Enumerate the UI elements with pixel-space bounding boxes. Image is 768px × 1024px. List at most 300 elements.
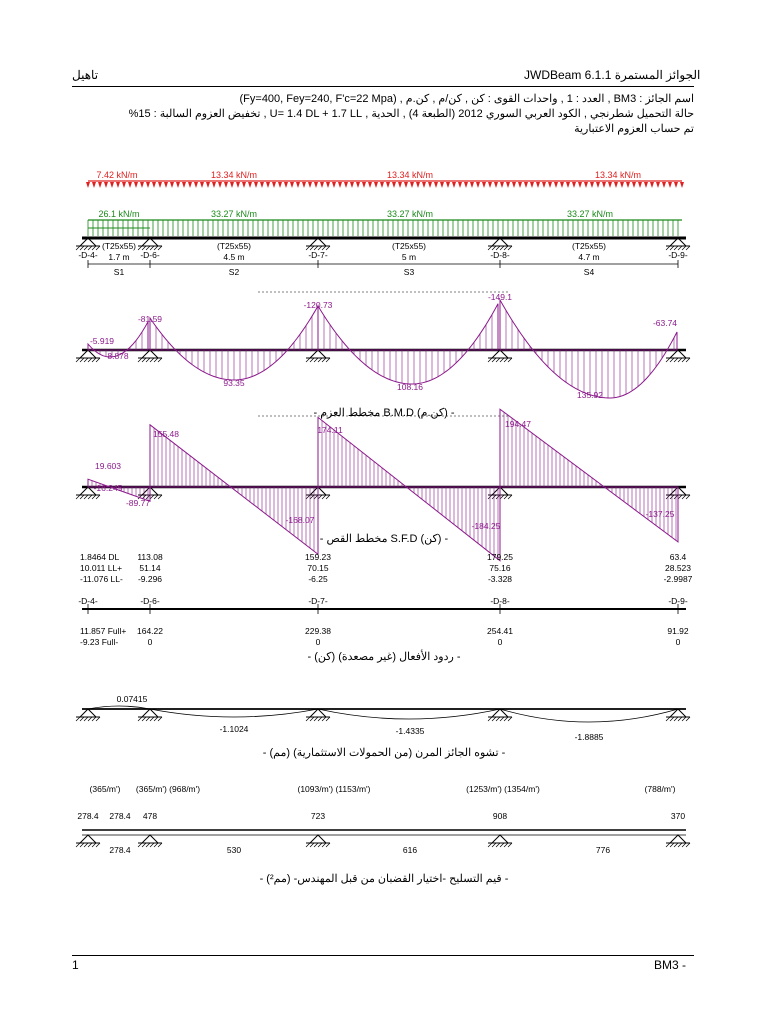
live-load-arrow xyxy=(134,182,138,188)
live-load-arrow xyxy=(110,182,114,188)
section-label: (T25x55) xyxy=(571,241,607,251)
deflection-curve xyxy=(318,709,500,719)
reaction-bottom-value: 229.38 xyxy=(305,626,331,636)
live-load-arrow xyxy=(614,182,618,188)
live-load-arrow xyxy=(656,182,660,188)
live-load-arrow xyxy=(548,182,552,188)
support-hatch xyxy=(492,843,496,847)
reaction-top-value: 113.08 xyxy=(137,552,163,562)
sfd-value: -184.25 xyxy=(471,521,501,531)
live-load-arrow xyxy=(236,182,240,188)
support-hatch xyxy=(138,717,142,721)
support-hatch xyxy=(138,843,142,847)
support-hatch xyxy=(96,717,100,721)
reaction-support-label: -D-9- xyxy=(668,596,688,606)
support-hatch xyxy=(306,495,310,499)
live-load-arrow xyxy=(164,182,168,188)
bmd-value: -5.919 xyxy=(89,336,115,346)
support-icon xyxy=(670,835,686,843)
support-hatch xyxy=(488,843,492,847)
section-label: (T25x55) xyxy=(101,241,137,251)
reaction-top-value: 159.23 xyxy=(305,552,331,562)
live-load-label: 13.34 kN/m xyxy=(594,170,642,180)
live-load-arrow xyxy=(176,182,180,188)
live-load-arrow xyxy=(536,182,540,188)
span-label: S3 xyxy=(403,267,415,277)
support-hatch xyxy=(686,843,690,847)
support-hatch xyxy=(76,358,80,362)
live-load-arrow xyxy=(86,182,90,188)
span-label: S2 xyxy=(228,267,240,277)
bmd-value: 8.878 xyxy=(107,351,129,361)
support-hatch xyxy=(326,843,330,847)
support-hatch xyxy=(318,358,322,362)
live-load-arrow xyxy=(476,182,480,188)
length-label: 4.7 m xyxy=(578,252,600,262)
live-load-arrow xyxy=(266,182,270,188)
support-hatch xyxy=(314,495,318,499)
info-line-3: تم حساب العزوم الاعتبارية xyxy=(574,123,694,135)
sfd-value: -168.07 xyxy=(285,515,315,525)
reinforcement-bottom-value: 616 xyxy=(402,845,418,855)
live-load-arrow xyxy=(392,182,396,188)
deflection-value: 0.07415 xyxy=(116,694,148,704)
support-hatch xyxy=(318,843,322,847)
support-hatch xyxy=(138,358,142,362)
support-label: -D-6- xyxy=(140,250,160,260)
support-hatch xyxy=(496,717,500,721)
support-hatch xyxy=(492,717,496,721)
reaction-bottom-value: 164.22 xyxy=(137,626,163,636)
live-load-arrow xyxy=(434,182,438,188)
live-load-arrow xyxy=(512,182,516,188)
live-load-arrow xyxy=(608,182,612,188)
support-hatch xyxy=(322,495,326,499)
support-hatch xyxy=(146,358,150,362)
support-hatch xyxy=(322,843,326,847)
live-load-arrow xyxy=(206,182,210,188)
live-load-arrow xyxy=(644,182,648,188)
deflection-value: -1.1024 xyxy=(219,724,249,734)
length-label: 4.5 m xyxy=(223,252,245,262)
support-hatch xyxy=(500,358,504,362)
support-hatch xyxy=(150,843,154,847)
live-load-arrow xyxy=(572,182,576,188)
support-hatch xyxy=(146,717,150,721)
support-hatch xyxy=(76,495,80,499)
live-load-arrow xyxy=(170,182,174,188)
support-hatch xyxy=(150,358,154,362)
support-hatch xyxy=(80,717,84,721)
reinforcement-bottom-value: 776 xyxy=(595,845,611,855)
reinforcement-required: (1253/m') (1354/m') xyxy=(466,784,540,794)
support-hatch xyxy=(154,358,158,362)
live-load-arrow xyxy=(254,182,258,188)
program-title: JWDBeam 6.1.1 الجوائز المستمرة xyxy=(524,68,701,82)
live-load-arrow xyxy=(518,182,522,188)
live-load-arrow xyxy=(566,182,570,188)
span-label: S1 xyxy=(113,267,125,277)
live-load-arrow xyxy=(278,182,282,188)
support-hatch xyxy=(92,358,96,362)
deflection-curve xyxy=(150,709,318,717)
bmd-caption: - مخطط العزم B.M.D (كن.م) - xyxy=(313,407,455,419)
support-hatch xyxy=(504,843,508,847)
support-hatch xyxy=(92,843,96,847)
support-hatch xyxy=(508,358,512,362)
support-icon xyxy=(310,835,326,843)
support-hatch xyxy=(322,717,326,721)
live-load-arrow xyxy=(320,182,324,188)
support-hatch xyxy=(504,495,508,499)
live-load-arrow xyxy=(218,182,222,188)
support-hatch xyxy=(500,717,504,721)
support-hatch xyxy=(496,843,500,847)
live-load-arrow xyxy=(350,182,354,188)
support-hatch xyxy=(326,717,330,721)
bmd-value: -63.74 xyxy=(652,318,678,328)
live-load-arrow xyxy=(242,182,246,188)
live-load-arrow xyxy=(332,182,336,188)
live-load-arrow xyxy=(200,182,204,188)
live-load-label: 13.34 kN/m xyxy=(386,170,434,180)
reinforcement-top-value: 908 xyxy=(492,811,508,821)
live-load-arrow xyxy=(440,182,444,188)
deflection-caption: - تشوه الجائز المرن (من الحمولات الاستثمارية) (مم) - xyxy=(262,747,506,759)
reaction-support-label: -D-7- xyxy=(308,596,328,606)
reaction-top-value: 75.16 xyxy=(489,563,511,573)
support-hatch xyxy=(88,358,92,362)
live-load-arrow xyxy=(506,182,510,188)
sfd-value: 19.603 xyxy=(95,461,121,471)
dead-load-label: 33.27 kN/m xyxy=(566,209,614,219)
live-load-arrow xyxy=(194,182,198,188)
support-hatch xyxy=(310,717,314,721)
reaction-bottom-value: 11.857 Full+ xyxy=(80,626,127,636)
reaction-bottom-value: 0 xyxy=(675,637,681,647)
bmd-value: 93.35 xyxy=(223,378,245,388)
live-load-arrow xyxy=(128,182,132,188)
sfd-caption: - مخطط القص S.F.D (كن) - xyxy=(319,533,449,545)
support-hatch xyxy=(158,358,162,362)
dead-load-label: 26.1 kN/m xyxy=(98,209,140,219)
support-hatch xyxy=(142,717,146,721)
support-hatch xyxy=(158,717,162,721)
support-hatch xyxy=(88,843,92,847)
support-hatch xyxy=(306,843,310,847)
support-hatch xyxy=(314,843,318,847)
reaction-support-label: -D-8- xyxy=(490,596,510,606)
support-label: -D-4- xyxy=(78,250,98,260)
support-label: -D-9- xyxy=(668,250,688,260)
live-load-arrow xyxy=(584,182,588,188)
support-hatch xyxy=(674,717,678,721)
reinforcement-required: (365/m') (968/m') xyxy=(135,784,201,794)
reinforcement-top-value: 370 xyxy=(670,811,686,821)
live-load-arrow xyxy=(122,182,126,188)
live-load-arrow xyxy=(422,182,426,188)
support-hatch xyxy=(310,358,314,362)
live-load-label: 7.42 kN/m xyxy=(96,170,138,180)
live-load-arrow xyxy=(650,182,654,188)
support-hatch xyxy=(488,358,492,362)
support-hatch xyxy=(88,495,92,499)
support-hatch xyxy=(142,358,146,362)
reaction-top-value: 10.011 LL+ xyxy=(80,563,123,573)
support-hatch xyxy=(96,495,100,499)
live-load-arrow xyxy=(116,182,120,188)
support-icon xyxy=(142,835,158,843)
support-hatch xyxy=(326,495,330,499)
deflection-value: -1.8885 xyxy=(574,732,604,742)
live-load-arrow xyxy=(344,182,348,188)
bmd-value: -120.73 xyxy=(303,300,333,310)
live-load-arrow xyxy=(560,182,564,188)
section-label: (T25x55) xyxy=(391,241,427,251)
live-load-arrow xyxy=(98,182,102,188)
live-load-arrow xyxy=(602,182,606,188)
reinforcement-top-value: 723 xyxy=(310,811,326,821)
live-load-arrow xyxy=(272,182,276,188)
info-line-2: حالة التحميل شطرنجي , الكود العربي السوري 2012 (الطبعة 4) , الحدية , U= 1.4 DL + 1.7 LL , تخفيض العزوم السالبة : 15% xyxy=(128,108,694,120)
live-load-arrow xyxy=(302,182,306,188)
live-load-arrow xyxy=(620,182,624,188)
live-load-arrow xyxy=(458,182,462,188)
live-load-arrow xyxy=(224,182,228,188)
reinforcement-required: (788/m') xyxy=(644,784,676,794)
live-load-arrow xyxy=(182,182,186,188)
support-hatch xyxy=(146,843,150,847)
deflection-value: -1.4335 xyxy=(395,726,425,736)
support-hatch xyxy=(314,358,318,362)
support-hatch xyxy=(682,717,686,721)
reinforcement-required: (365/m') xyxy=(89,784,121,794)
support-hatch xyxy=(670,358,674,362)
section-label: (T25x55) xyxy=(216,241,252,251)
support-hatch xyxy=(158,495,162,499)
reinforcement-top-value: 478 xyxy=(142,811,158,821)
reaction-top-value: 70.15 xyxy=(307,563,329,573)
support-hatch xyxy=(150,495,154,499)
reaction-top-value: 51.14 xyxy=(139,563,161,573)
live-load-arrow xyxy=(404,182,408,188)
live-load-arrow xyxy=(410,182,414,188)
live-load-arrow xyxy=(578,182,582,188)
support-hatch xyxy=(84,717,88,721)
live-load-arrow xyxy=(140,182,144,188)
support-hatch xyxy=(80,358,84,362)
live-load-arrow xyxy=(152,182,156,188)
sfd-value: 194.47 xyxy=(505,419,531,429)
support-label: -D-7- xyxy=(308,250,328,260)
support-hatch xyxy=(96,358,100,362)
footer-beam: BM3 - xyxy=(654,958,687,972)
support-hatch xyxy=(504,358,508,362)
live-load-arrow xyxy=(596,182,600,188)
support-hatch xyxy=(88,717,92,721)
support-icon xyxy=(492,835,508,843)
live-load-arrow xyxy=(368,182,372,188)
support-hatch xyxy=(496,358,500,362)
reaction-bottom-value: 0 xyxy=(315,637,321,647)
live-load-arrow xyxy=(296,182,300,188)
sfd-value: 155.48 xyxy=(153,429,179,439)
support-hatch xyxy=(500,495,504,499)
live-load-arrow xyxy=(524,182,528,188)
live-load-arrow xyxy=(680,182,684,188)
support-hatch xyxy=(76,843,80,847)
live-load-arrow xyxy=(668,182,672,188)
reaction-top-value: 63.4 xyxy=(669,552,687,562)
live-load-arrow xyxy=(212,182,216,188)
support-hatch xyxy=(310,495,314,499)
support-hatch xyxy=(96,843,100,847)
reaction-support-label: -D-4- xyxy=(78,596,98,606)
bmd-value: -81.59 xyxy=(137,314,163,324)
live-load-arrow xyxy=(92,182,96,188)
support-hatch xyxy=(314,717,318,721)
length-label: 1.7 m xyxy=(108,252,130,262)
support-hatch xyxy=(154,843,158,847)
live-load-arrow xyxy=(470,182,474,188)
info-line-1: اسم الجائز : BM3 , العدد : 1 , واحدات القوى : كن , كن/م , كن.م , (Fy=400, Fey=240, F'c=22 Mpa) xyxy=(239,93,694,105)
deflection-curve xyxy=(500,709,678,722)
length-label: 5 m xyxy=(401,252,417,262)
support-hatch xyxy=(84,843,88,847)
support-hatch xyxy=(682,843,686,847)
support-hatch xyxy=(682,358,686,362)
live-load-arrow xyxy=(500,182,504,188)
live-load-arrow xyxy=(146,182,150,188)
live-load-arrow xyxy=(362,182,366,188)
support-hatch xyxy=(686,717,690,721)
live-load-arrow xyxy=(326,182,330,188)
support-hatch xyxy=(678,495,682,499)
live-load-arrow xyxy=(554,182,558,188)
live-load-arrow xyxy=(638,182,642,188)
reactions-caption: - ردود الأفعال (غير مصعدة) (كن) - xyxy=(307,651,461,663)
live-load-arrow xyxy=(230,182,234,188)
support-hatch xyxy=(504,717,508,721)
live-load-arrow xyxy=(260,182,264,188)
live-load-arrow xyxy=(662,182,666,188)
support-hatch xyxy=(318,717,322,721)
live-load-arrow xyxy=(308,182,312,188)
reaction-top-value: 28.523 xyxy=(665,563,691,573)
support-hatch xyxy=(678,843,682,847)
live-load-arrow xyxy=(188,182,192,188)
reaction-top-value: -3.328 xyxy=(487,574,513,584)
live-load-arrow xyxy=(488,182,492,188)
reinforcement-top-value: 278.4 xyxy=(77,811,99,821)
support-hatch xyxy=(508,495,512,499)
support-hatch xyxy=(686,358,690,362)
support-hatch xyxy=(158,843,162,847)
live-load-label: 13.34 kN/m xyxy=(210,170,258,180)
reinforcement-top-value: 278.4 xyxy=(109,811,131,821)
reaction-top-value: -11.076 LL- xyxy=(80,574,123,584)
support-hatch xyxy=(84,358,88,362)
live-load-arrow xyxy=(446,182,450,188)
reinforcement-bottom-value: 278.4 xyxy=(109,845,131,855)
live-load-arrow xyxy=(530,182,534,188)
live-load-arrow xyxy=(632,182,636,188)
support-hatch xyxy=(326,358,330,362)
support-hatch xyxy=(80,495,84,499)
footer-rule xyxy=(72,955,694,956)
support-hatch xyxy=(678,358,682,362)
live-load-arrow xyxy=(158,182,162,188)
live-load-arrow xyxy=(380,182,384,188)
support-hatch xyxy=(322,358,326,362)
live-load-arrow xyxy=(104,182,108,188)
live-load-arrow xyxy=(674,182,678,188)
reaction-top-value: -6.25 xyxy=(308,574,328,584)
live-load-arrow xyxy=(416,182,420,188)
live-load-arrow xyxy=(248,182,252,188)
dead-load-label: 33.27 kN/m xyxy=(210,209,258,219)
bmd-value: 108.16 xyxy=(397,382,423,392)
reaction-top-value: -2.9987 xyxy=(663,574,693,584)
header-right-label: تاهيل xyxy=(72,68,99,82)
sfd-value: -137.25 xyxy=(645,509,675,519)
live-load-arrow xyxy=(626,182,630,188)
sfd-value: -16.245 xyxy=(93,483,123,493)
support-hatch xyxy=(318,495,322,499)
support-hatch xyxy=(670,843,674,847)
support-hatch xyxy=(92,495,96,499)
support-hatch xyxy=(310,843,314,847)
support-hatch xyxy=(666,358,670,362)
support-icon xyxy=(80,709,96,717)
support-hatch xyxy=(488,717,492,721)
support-hatch xyxy=(306,358,310,362)
live-load-arrow xyxy=(494,182,498,188)
live-load-arrow xyxy=(464,182,468,188)
support-hatch xyxy=(666,717,670,721)
live-load-arrow xyxy=(338,182,342,188)
support-icon xyxy=(80,835,96,843)
support-hatch xyxy=(306,717,310,721)
sfd-span xyxy=(500,409,678,542)
live-load-arrow xyxy=(284,182,288,188)
live-load-arrow xyxy=(428,182,432,188)
support-hatch xyxy=(92,717,96,721)
live-load-arrow xyxy=(482,182,486,188)
support-hatch xyxy=(686,495,690,499)
live-load-arrow xyxy=(356,182,360,188)
support-hatch xyxy=(674,843,678,847)
reaction-bottom-value: 0 xyxy=(497,637,503,647)
reaction-top-value: 179.25 xyxy=(487,552,513,562)
reaction-top-value: 1.8464 DL xyxy=(80,552,120,562)
bmd-value: 135.92 xyxy=(577,390,603,400)
reinforcement-bottom-value: 530 xyxy=(226,845,242,855)
support-hatch xyxy=(508,843,512,847)
live-load-arrow xyxy=(314,182,318,188)
support-hatch xyxy=(76,717,80,721)
live-load-arrow xyxy=(290,182,294,188)
support-hatch xyxy=(678,717,682,721)
support-hatch xyxy=(682,495,686,499)
support-hatch xyxy=(508,717,512,721)
reaction-bottom-value: -9.23 Full- xyxy=(80,637,119,647)
reaction-bottom-value: 254.41 xyxy=(487,626,513,636)
reinforcement-caption: - قيم التسليح -اختيار القضبان من قبل المهندس- (مم²) - xyxy=(259,873,509,885)
live-load-arrow xyxy=(398,182,402,188)
support-hatch xyxy=(84,495,88,499)
live-load-arrow xyxy=(590,182,594,188)
